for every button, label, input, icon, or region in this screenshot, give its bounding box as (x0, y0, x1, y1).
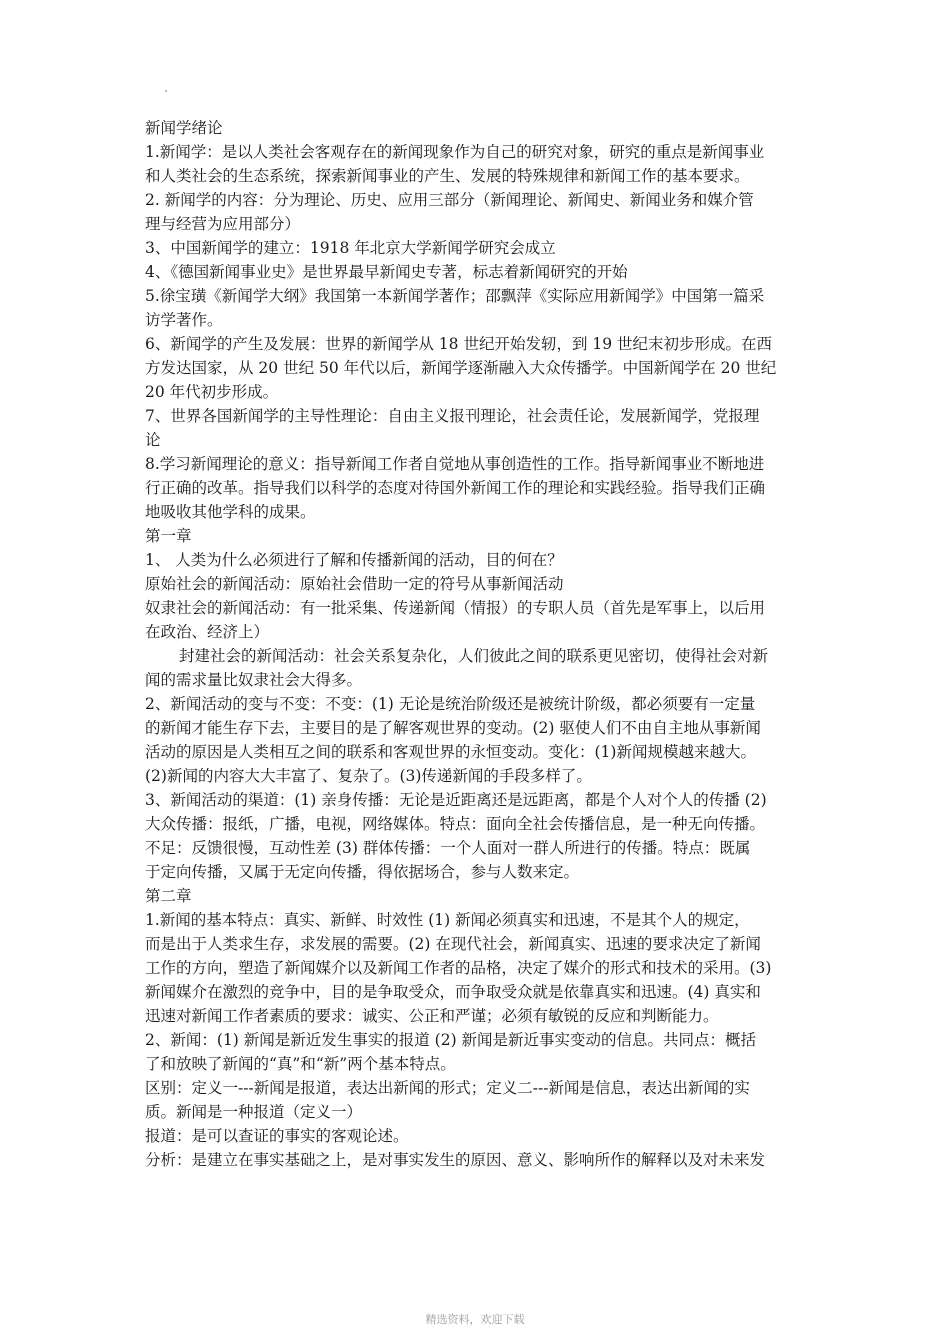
text-line: 的新闻才能生存下去，主要目的是了解客观世界的变动。(2) 驱使人们不由自主地从事新闻 (145, 719, 761, 737)
text-line: 访学著作。 (145, 311, 223, 329)
text-line: 3、新闻活动的渠道：(1) 亲身传播：无论是近距离还是远距离，都是个人对个人的传播 (2) (145, 791, 767, 809)
text-line: 行正确的改革。指导我们以科学的态度对待国外新闻工作的理论和实践经验。指导我们正确 (145, 479, 766, 497)
text-line: 5.徐宝璜《新闻学大纲》我国第一本新闻学著作；邵飘萍《实际应用新闻学》中国第一篇采 (145, 287, 765, 305)
text-line: 20 年代初步形成。 (145, 383, 279, 401)
text-line: 1.新闻学：是以人类社会客观存在的新闻现象作为自己的研究对象，研究的重点是新闻事业 (145, 143, 765, 161)
text-line: 闻的需求量比奴隶社会大得多。 (145, 671, 363, 689)
text-line: 原始社会的新闻活动：原始社会借助一定的符号从事新闻活动 (145, 575, 564, 593)
text-line: 第二章 (145, 887, 192, 905)
text-line: 3、中国新闻学的建立：1918 年北京大学新闻学研究会成立 (145, 239, 556, 257)
text-line: 了和放映了新闻的“真”和“新”两个基本特点。 (145, 1055, 456, 1073)
text-line: 方发达国家，从 20 世纪 50 年代以后，新闻学逐渐融入大众传播学。中国新闻学在 20 世纪 (145, 359, 777, 377)
text-line: 2、新闻活动的变与不变：不变：(1) 无论是统治阶级还是被统计阶级，都必须要有一定量 (145, 695, 756, 713)
text-line: 区别：定义一---新闻是报道，表达出新闻的形式；定义二---新闻是信息，表达出新闻的实 (145, 1079, 750, 1097)
text-line: 大众传播：报纸，广播，电视，网络媒体。特点：面向全社会传播信息，是一种无向传播。 (145, 815, 766, 833)
text-line: 论 (145, 431, 161, 449)
text-line: 分析：是建立在事实基础之上，是对事实发生的原因、意义、影响所作的解释以及对未来发 (145, 1151, 766, 1169)
text-line: 8.学习新闻理论的意义：指导新闻工作者自觉地从事创造性的工作。指导新闻事业不断地进 (145, 455, 765, 473)
text-line: 工作的方向，塑造了新闻媒介以及新闻工作者的品格，决定了媒介的形式和技术的采用。(3) (145, 959, 772, 977)
text-line: 不足：反馈很慢，互动性差 (3) 群体传播：一个人面对一群人所进行的传播。特点：既属 (145, 839, 751, 857)
text-line: 而是出于人类求生存，求发展的需要。(2) 在现代社会，新闻真实、迅速的要求决定了新闻 (145, 935, 761, 953)
text-line: 理与经营为应用部分） (145, 215, 301, 233)
text-line: 和人类社会的生态系统，探索新闻事业的产生、发展的特殊规律和新闻工作的基本要求。 (145, 167, 750, 185)
page-mark (165, 90, 167, 92)
text-line: 封建社会的新闻活动：社会关系复杂化，人们彼此之间的联系更见密切，使得社会对新 (179, 647, 769, 665)
text-line: 新闻媒介在激烈的竞争中，目的是争取受众，而争取受众就是依靠真实和迅速。(4) 真实和 (145, 983, 761, 1001)
text-line: 迅速对新闻工作者素质的要求：诚实、公正和严谨；必须有敏锐的反应和判断能力。 (145, 1007, 719, 1025)
page-footer: 精选资料，欢迎下载 (425, 1313, 525, 1326)
text-line: 在政治、经济上） (145, 623, 270, 641)
text-line: 2、新闻：(1) 新闻是新近发生事实的报道 (2) 新闻是新近事实变动的信息。共同点：概括 (145, 1031, 757, 1049)
text-line: 1、 人类为什么必须进行了解和传播新闻的活动，目的何在？ (145, 551, 563, 569)
text-line: 1.新闻的基本特点：真实、新鲜、时效性 (1) 新闻必须真实和迅速，不是其个人的规定， (145, 911, 750, 929)
text-line: 新闻学绪论 (145, 119, 223, 137)
text-line: (2)新闻的内容大大丰富了、复杂了。(3)传递新闻的手段多样了。 (145, 767, 592, 785)
text-line: 活动的原因是人类相互之间的联系和客观世界的永恒变动。变化：(1)新闻规模越来越大。 (145, 743, 756, 761)
text-line: 地吸收其他学科的成果。 (145, 503, 316, 521)
text-line: 于定向传播，又属于无定向传播，得依据场合，参与人数来定。 (145, 863, 580, 881)
text-line: 报道：是可以查证的事实的客观论述。 (145, 1127, 409, 1145)
text-line: 奴隶社会的新闻活动：有一批采集、传递新闻（情报）的专职人员（首先是军事上，以后用 (145, 599, 766, 617)
text-line: 质。新闻是一种报道（定义一） (145, 1103, 363, 1121)
text-line: 第一章 (145, 527, 192, 545)
text-line: 6、新闻学的产生及发展：世界的新闻学从 18 世纪开始发轫，到 19 世纪末初步形成。在西 (145, 335, 773, 353)
document-body (145, 116, 807, 1172)
text-line: 4、《德国新闻事业史》是世界最早新闻史专著，标志着新闻研究的开始 (145, 263, 628, 281)
text-line: 7、世界各国新闻学的主导性理论：自由主义报刊理论，社会责任论，发展新闻学，党报理 (145, 407, 760, 425)
text-line: 2. 新闻学的内容：分为理论、历史、应用三部分（新闻理论、新闻史、新闻业务和媒介管 (145, 191, 754, 209)
